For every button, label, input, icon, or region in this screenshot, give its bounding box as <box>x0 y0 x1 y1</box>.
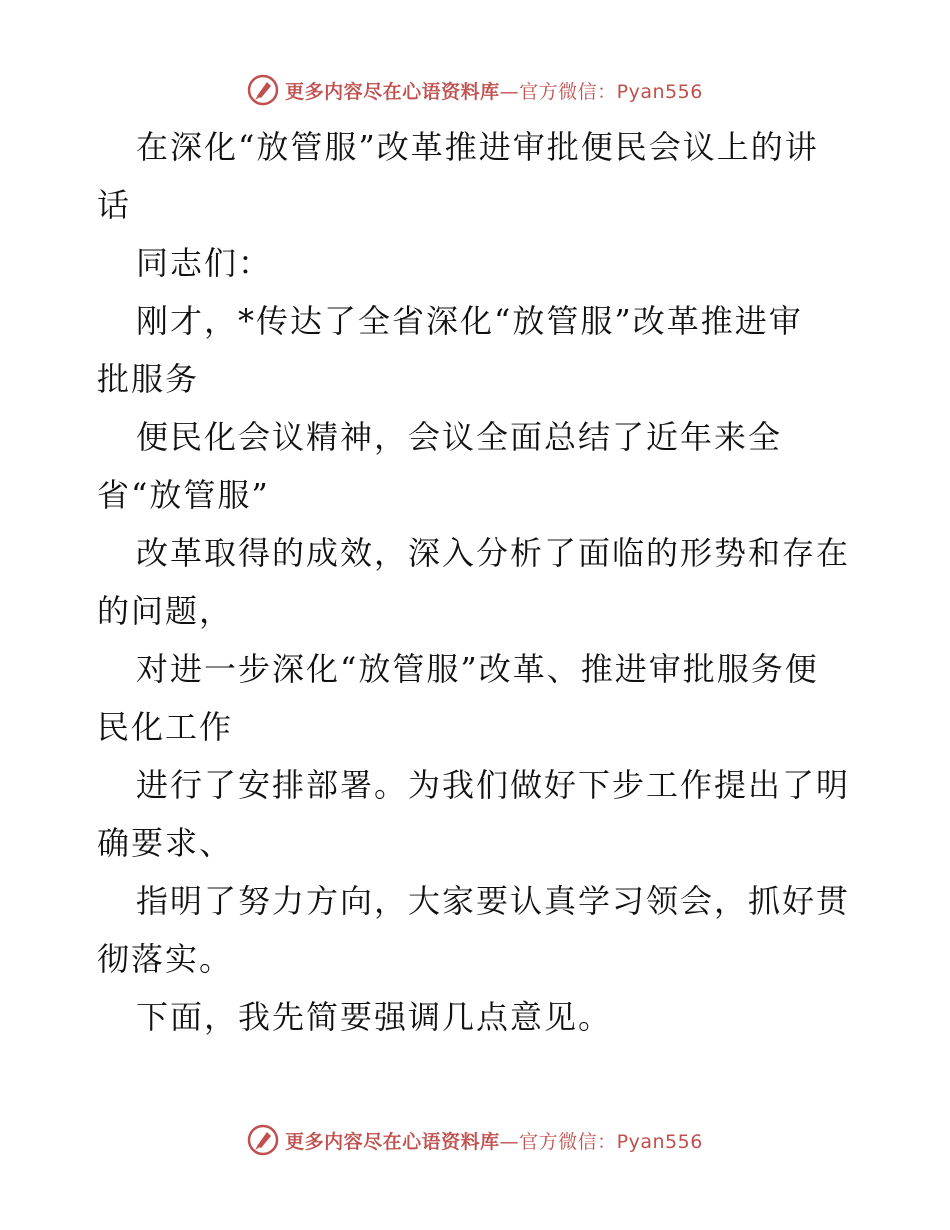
fountain-pen-logo-icon <box>247 74 279 106</box>
text-line: 便民化会议精神，会议全面总结了近年来全 <box>136 418 783 456</box>
header-watermark-text <box>285 77 703 104</box>
text-line: 指明了努力方向，大家要认真学习领会，抓好贯 <box>136 882 851 920</box>
text-line: 改革取得的成效，深入分析了面临的形势和存在 <box>136 534 851 572</box>
text-line: 的问题， <box>97 592 234 630</box>
text-line: 进行了安排部署。为我们做好下步工作提出了明 <box>136 766 851 804</box>
text-line: 在深化“放管服”改革推进审批便民会议上的讲 <box>136 128 819 166</box>
text-line: 批服务 <box>97 360 200 398</box>
text-line: 同志们： <box>136 244 273 282</box>
header-watermark-banner <box>0 70 950 110</box>
footer-watermark-text <box>285 1127 703 1154</box>
text-line: 确要求、 <box>97 824 234 862</box>
text-line: 对进一步深化“放管服”改革、推进审批服务便 <box>136 650 819 688</box>
footer-site-name: 更多内容尽在心语资料库 <box>285 1130 500 1153</box>
text-line: 刚才，*传达了全省深化“放管服”改革推进审 <box>136 302 803 340</box>
footer-dash: — <box>499 1130 520 1153</box>
text-line: 民化工作 <box>97 708 234 746</box>
header-wechat: 官方微信：Pyan556 <box>519 80 703 103</box>
footer-wechat: 官方微信：Pyan556 <box>519 1130 703 1153</box>
text-line: 省“放管服” <box>97 476 270 514</box>
text-line: 话 <box>97 186 132 224</box>
document-body <box>97 118 857 1046</box>
header-dash: — <box>499 80 520 103</box>
header-site-name: 更多内容尽在心语资料库 <box>285 80 500 103</box>
text-line: 下面，我先简要强调几点意见。 <box>136 998 613 1036</box>
fountain-pen-logo-icon <box>247 1124 279 1156</box>
text-line: 彻落实。 <box>97 940 234 978</box>
footer-watermark-banner <box>0 1120 950 1160</box>
